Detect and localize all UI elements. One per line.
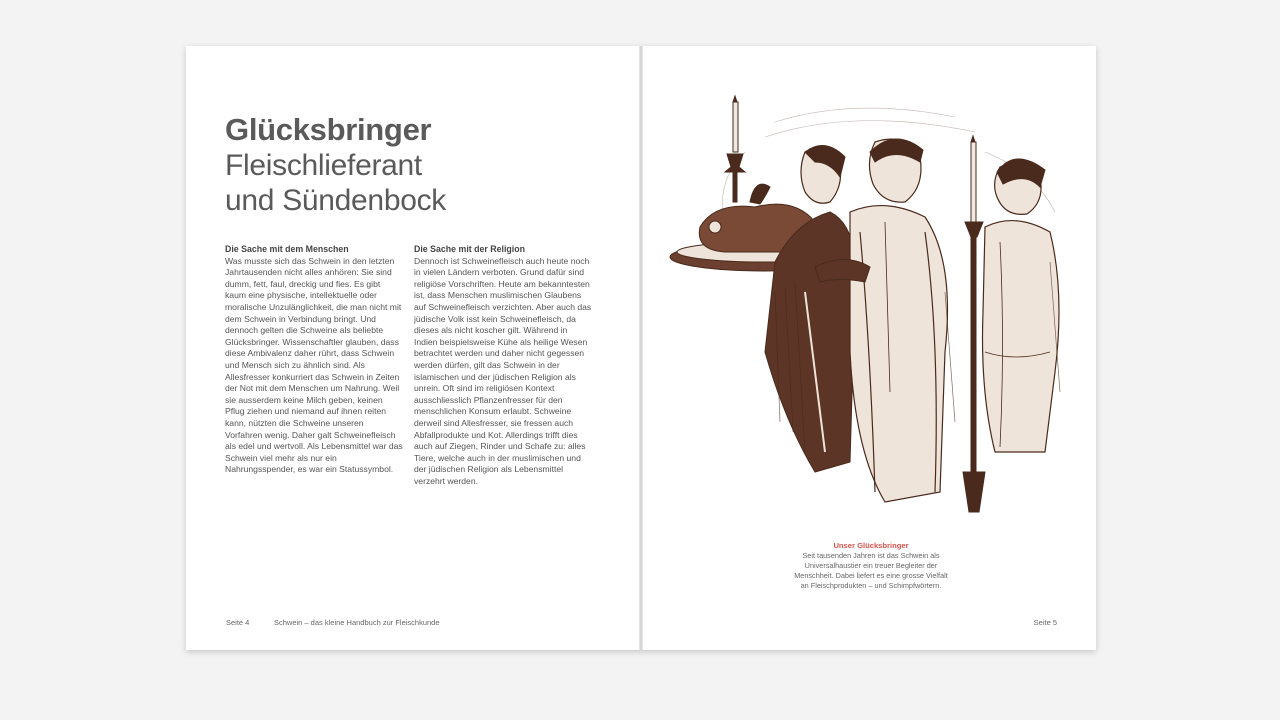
column-1-heading: Die Sache mit dem Menschen	[225, 244, 349, 254]
title-bold: Glücksbringer	[225, 112, 432, 147]
engraving-illustration	[655, 92, 1075, 522]
chapter-title	[225, 112, 446, 218]
text-column-1	[225, 244, 403, 476]
title-line-1: Fleischlieferant	[225, 149, 422, 182]
page-number-right: Seite 5	[1033, 618, 1057, 627]
book-spread	[186, 46, 1096, 650]
right-page	[641, 46, 1096, 650]
left-page	[186, 46, 641, 650]
caption-body: Seit tausenden Jahren ist das Schwein als Universalhaustier ein treuer Begleiter der Menschheit. Dabei liefert es eine grosse Vielfalt an Fleischprodukten – und Schimpfwörtern.	[794, 551, 948, 590]
book-gutter	[639, 46, 643, 650]
caption-title: Unser Glücksbringer	[833, 541, 909, 550]
title-line-2: und Sündenbock	[225, 184, 446, 217]
column-2-heading: Die Sache mit der Religion	[414, 244, 525, 254]
figure-caption	[791, 541, 951, 591]
page-number-left: Seite 4	[226, 618, 250, 627]
column-1-body: Was musste sich das Schwein in den letzten Jahrtausenden nicht alles anhören: Sie sind dumm, fett, faul, dreckig und fies. Es gibt kaum eine physische, intellektuelle oder moralische Unzulänglichkeit, die man nicht mit dem Schwein in Verbindung bringt. Und dennoch gelten die Schweine als beliebte Glücksbringer. Wissenschaftler glauben, dass diese Ambivalenz daher rührt, dass Schwein und Mensch sich zu ähnlich sind. Als Allesfresser konkurriert das Schwein in Zeiten der Not mit dem Menschen um Nahrung. Weil sie ausserdem keine Milch geben, keinen Pflug ziehen und niemand auf ihnen reiten kann, nützten die Schweine unseren Vorfahren wenig. Daher galt Schweinefleisch als edel und wertvoll. Als Lebensmittel war das Schwein viel mehr als nur ein Nahrungsspender, es war ein Statussymbol.	[225, 255, 403, 475]
column-2-body: Dennoch ist Schweinefleisch auch heute noch in vielen Ländern verboten. Grund dafür sind religiöse Vorschriften. Heute am bekanntesten ist, dass Menschen muslimischen Glaubens auf Schweinefleisch verzichten. Aber auch das jüdische Volk isst kein Schweinefleisch, da dieses als nicht koscher gilt. Während in Indien beispielsweise Kühe als heilige Wesen betrachtet werden und daher nicht gegessen werden dürfen, gilt das Schwein in der islamischen und der jüdischen Religion als unrein. Oft sind im religiösen Kontext ausschliesslich Pflanzenfresser für den menschlichen Konsum erlaubt. Schweine derweil sind Allesfresser, sie fressen auch Abfallprodukte und Kot. Allerdings trifft dies auch auf Ziegen, Rinder und Schafe zu: alles Tiere, welche auch in der muslimischen und der jüdischen Religion als Lebensmittel verzehrt werden.	[414, 255, 592, 486]
running-title: Schwein – das kleine Handbuch zur Fleischkunde	[274, 618, 440, 627]
text-column-2	[414, 244, 592, 487]
